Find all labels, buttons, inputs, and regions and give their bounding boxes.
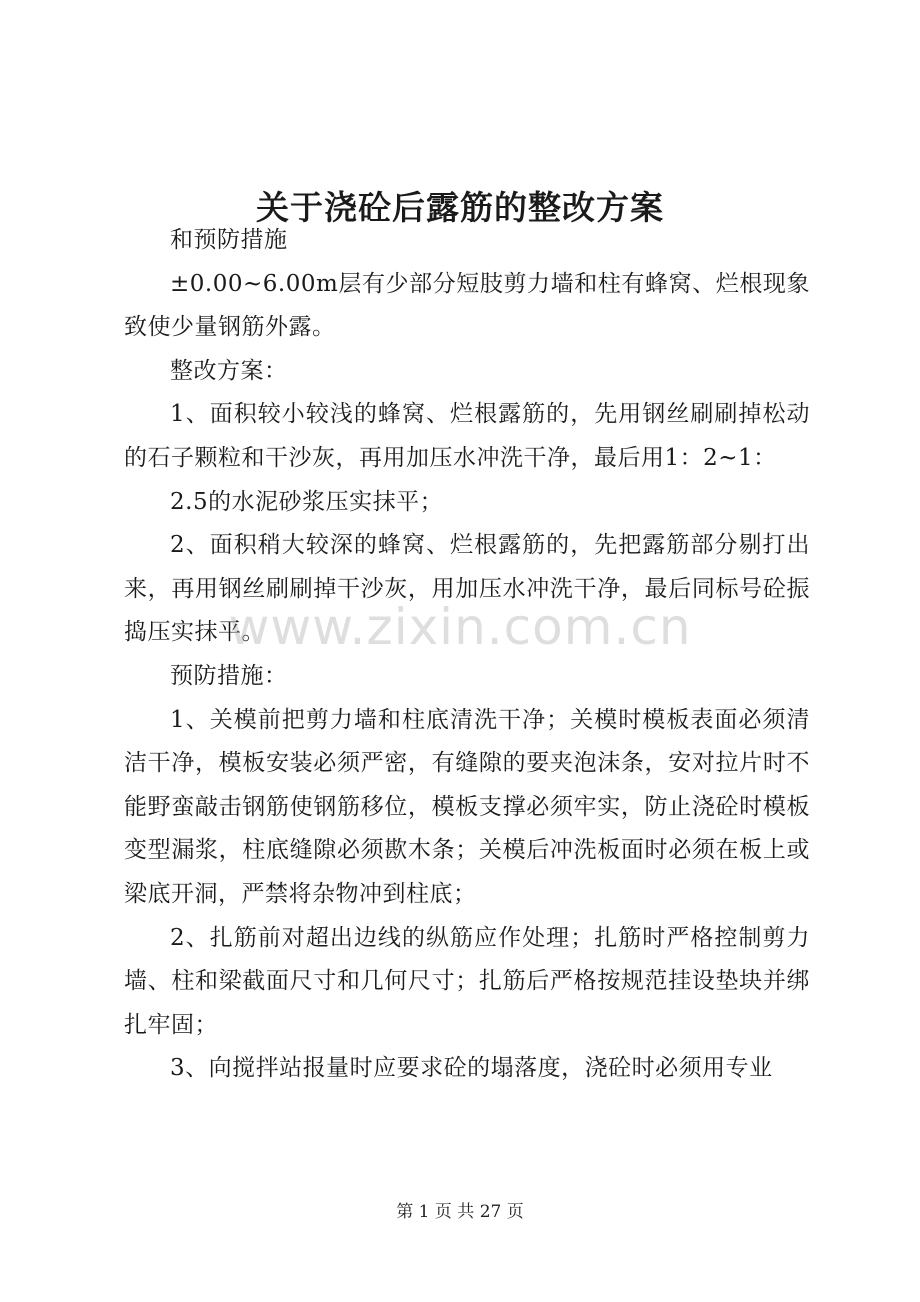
document-title: 关于浇砼后露筋的整改方案 xyxy=(256,188,664,228)
page-footer: 第 1 页 共 27 页 xyxy=(396,1202,524,1222)
paragraph: 整改方案： xyxy=(170,357,288,384)
paragraph: ±0.00~6.00m层有少部分短肢剪力墙和柱有蜂窝、烂根现象致使少量钢筋外露。 xyxy=(124,270,810,341)
watermark: www.zixin.com.cn xyxy=(228,598,692,656)
paragraph: 1、关模前把剪力墙和柱底清洗干净；关模时模板表面必须清洁干净，模板安装必须严密，有缝隙的要夹泡沫条，安对拉片时不能野蛮敲击钢筋使钢筋移位，模板支撑必须牢实，防止浇砼时模板变型漏浆，柱底缝隙必须歁木条；关模后冲洗板面时必须在板上或梁底开洞，严禁将杂物冲到柱底； xyxy=(124,706,810,907)
document-body xyxy=(124,219,810,1091)
paragraph: 预防措施： xyxy=(170,662,288,689)
paragraph: 1、面积较小较浅的蜂窝、烂根露筋的，先用钢丝刷刷掉松动的石子颗粒和干沙灰，再用加压水冲洗干净，最后用1：2~1： xyxy=(124,401,810,471)
paragraph: 和预防措施 xyxy=(170,227,288,253)
paragraph: 2、扎筋前对超出边线的纵筋应作处理；扎筋时严格控制剪力墙、柱和梁截面尺寸和几何尺寸；扎筋后严格按规范挂设垫块并绑扎牢固； xyxy=(124,924,810,1038)
paragraph: 2、面积稍大较深的蜂窝、烂根露筋的，先把露筋部分剔打出来，再用钢丝刷刷掉干沙灰，用加压水冲洗干净，最后同标号砼振捣压实抹平。 xyxy=(124,532,810,646)
paragraph: 2.5的水泥砂浆压实抹平； xyxy=(170,488,444,515)
paragraph: 3、向搅拌站报量时应要求砼的塌落度，浇砼时必须用专业 xyxy=(170,1055,773,1082)
